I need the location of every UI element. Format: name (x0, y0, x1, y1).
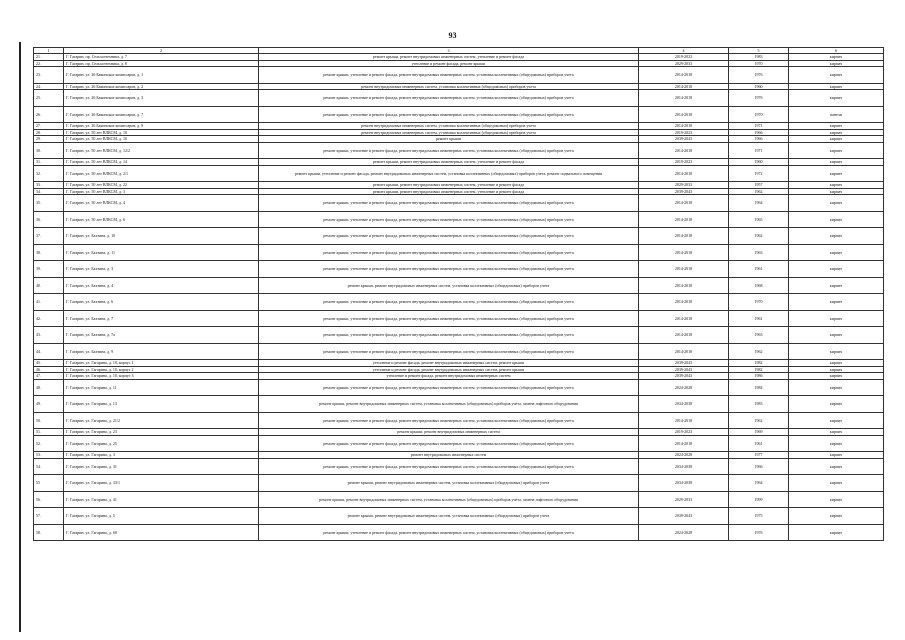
wall-material-cell: кирпич (789, 90, 884, 107)
wall-material-cell: кирпич (789, 211, 884, 228)
row-index: 33. (34, 182, 64, 189)
table-row (34, 435, 884, 452)
wall-material-cell: кирпич (789, 396, 884, 413)
year-built-cell: 1982 (729, 366, 789, 373)
wall-material-cell: кирпич (789, 475, 884, 492)
table-row (34, 412, 884, 429)
period-cell: 2019-2023 (639, 159, 729, 166)
table-row (34, 277, 884, 294)
year-built-cell: 1963 (729, 244, 789, 261)
year-built-cell: 1961 (729, 261, 789, 278)
column-number-4: 4 (639, 48, 729, 54)
year-built-cell: 1972 (729, 165, 789, 182)
year-built-cell: 1983 (729, 396, 789, 413)
year-built-cell: 1961 (729, 310, 789, 327)
address-cell: Г. Гагарин, ул. Гагарина, д. 3 (64, 452, 259, 459)
works-cell: ремонт крыши, ремонт внутридомовых инженерных систем, утепление и ремонт фасада (259, 159, 639, 166)
year-built-cell: 1962 (729, 412, 789, 429)
wall-material-cell: кирпич (789, 129, 884, 136)
works-cell: ремонт крыши, утепление и ремонт фасада, ремонт внутридомовых инженерных систем, установка коллективных (общедомовых) приборов учета, ремонт подвального помещения (259, 165, 639, 182)
period-cell: 2014-2018 (639, 83, 729, 90)
wall-material-cell: кирпич (789, 373, 884, 380)
row-index: 30. (34, 142, 64, 159)
wall-material-cell: кирпич (789, 67, 884, 84)
address-cell: Г. Гагарин, ул. Бахтина, д. 9 (64, 343, 259, 360)
row-index: 54. (34, 458, 64, 475)
period-cell: 2034-2038 (639, 458, 729, 475)
year-built-cell: 1976 (729, 67, 789, 84)
address-cell: Г. Гагарин, ул. 26 Бакинских комиссаров, д. 7 (64, 106, 259, 123)
period-cell: 2039-2043 (639, 366, 729, 373)
address-cell: Г. Гагарин, ул. Гагарина, д. 13 (64, 396, 259, 413)
wall-material-cell: кирпич (789, 60, 884, 67)
address-cell: Г. Гагарин, ул. 50 лет ВЛКСМ, д. 3 (64, 188, 259, 195)
year-built-cell: 1964 (729, 195, 789, 212)
period-cell: 2019-2023 (639, 54, 729, 61)
works-cell: ремонт крыши, утепление и ремонт фасада, ремонт внутридомовых инженерных систем, установка коллективных (общедомовых) приборов учета (259, 90, 639, 107)
row-index: 22. (34, 60, 64, 67)
works-cell: ремонт крыши, утепление и ремонт фасада, ремонт внутридомовых инженерных систем, установка коллективных (общедомовых) приборов учета (259, 195, 639, 212)
table-row (34, 211, 884, 228)
works-cell: ремонт крыши, утепление и ремонт фасада, ремонт внутридомовых инженерных систем, установка коллективных (общедомовых) приборов учета (259, 211, 639, 228)
wall-material-cell: кирпич (789, 343, 884, 360)
works-cell: ремонт крыши, утепление и ремонт фасада, ремонт внутридомовых инженерных систем, установка коллективных (общедомовых) приборов учета (259, 435, 639, 452)
works-cell: ремонт крыши, утепление и ремонт фасада, ремонт внутридомовых инженерных систем, установка коллективных (общедомовых) приборов учета (259, 310, 639, 327)
table-row (34, 524, 884, 541)
address-cell: Г. Гагарин, ул. 26 Бакинских комиссаров, д. 2 (64, 83, 259, 90)
year-built-cell: 1971 (729, 123, 789, 130)
year-built-cell: 1999 (729, 491, 789, 508)
works-cell: ремонт крыши, утепление и ремонт фасада, ремонт внутридомовых инженерных систем, установка коллективных (общедомовых) приборов учета (259, 343, 639, 360)
row-index: 55 (34, 475, 64, 492)
period-cell: 2029-2033 (639, 60, 729, 67)
works-cell: ремонт крыши, утепление и ремонт фасада, ремонт внутридомовых инженерных систем, установка коллективных (общедомовых) приборов учета (259, 524, 639, 541)
wall-material-cell: кирпич (789, 435, 884, 452)
row-index: 38. (34, 244, 64, 261)
table-row (34, 458, 884, 475)
table-row (34, 491, 884, 508)
works-cell: утепление и ремонт фасада, ремонт внутридомовых инженерных систем (259, 373, 639, 380)
table-row (34, 165, 884, 182)
period-cell: 2014-2018 (639, 294, 729, 311)
address-cell: Г. Гагарин, ул. Бахтина, д. 7а (64, 327, 259, 344)
works-cell: ремонт внутридомовых инженерных систем, установка коллективных (общедомовых) приборов учета (259, 123, 639, 130)
year-built-cell: 1966 (729, 458, 789, 475)
wall-material-cell: кирпич (789, 228, 884, 245)
address-cell: Г. Гагарин, ул. Бахтина, д. 4 (64, 277, 259, 294)
year-built-cell: 1960 (729, 83, 789, 90)
period-cell: 2029-2033 (639, 182, 729, 189)
table-row (34, 90, 884, 107)
year-built-cell: 1970 (729, 294, 789, 311)
works-cell: ремонт крыши, ремонт внутридомовых инженерных систем, установка коллективных (общедомовых) приборов учета, замена лифтового оборудования (259, 491, 639, 508)
period-cell: 2039-2043 (639, 136, 729, 143)
year-built-cell: 1982 (729, 360, 789, 367)
period-cell: 2039-2043 (639, 360, 729, 367)
address-cell: Г. Гагарин, ул. Бахтина, д. 6 (64, 294, 259, 311)
address-cell: Г. Гагарин, ул. Гагарина, д. 41 (64, 491, 259, 508)
address-cell: Г. Гагарин, ул. Гагарина, д. 31 (64, 458, 259, 475)
works-cell: ремонт крыши, ремонт внутридомовых инженерных систем (259, 429, 639, 436)
wall-material-cell: кирпич (789, 188, 884, 195)
address-cell: Г. Гагарин, пр. Сельхозтехника, д. 8 (64, 60, 259, 67)
works-cell: ремонт крыши, утепление и ремонт фасада, ремонт внутридомовых инженерных систем, установка коллективных (общедомовых) приборов учета (259, 106, 639, 123)
period-cell: 2014-2018 (639, 327, 729, 344)
table-row (34, 508, 884, 525)
works-cell: ремонт крыши, ремонт внутридомовых инженерных систем, установка коллективных (общедомовых) приборов учета (259, 475, 639, 492)
period-cell: 2014-2018 (639, 67, 729, 84)
table-row (34, 228, 884, 245)
row-index: 43. (34, 327, 64, 344)
row-index: 26. (34, 106, 64, 123)
works-cell: ремонт внутридомовых инженерных систем, установка коллективных (общедомовых) приборов учета (259, 129, 639, 136)
period-cell: 2014-2018 (639, 277, 729, 294)
year-built-cell: 1970 (729, 106, 789, 123)
row-index: 44. (34, 343, 64, 360)
period-cell: 2014-2018 (639, 106, 729, 123)
year-built-cell: 1962 (729, 343, 789, 360)
period-cell: 2014-2018 (639, 310, 729, 327)
row-index: 35. (34, 195, 64, 212)
table-row (34, 195, 884, 212)
works-cell: ремонт крыши, ремонт внутридомовых инженерных систем, утепление и ремонт фасада (259, 54, 639, 61)
column-number-6: 6 (789, 48, 884, 54)
wall-material-cell: кирпич (789, 136, 884, 143)
works-cell: ремонт крыши, ремонт внутридомовых инженерных систем, утепление и ремонт фасада (259, 188, 639, 195)
works-cell: ремонт крыши, ремонт внутридомовых инженерных систем, установка коллективных (общедомовых) приборов учета (259, 508, 639, 525)
period-cell: 2034-2038 (639, 396, 729, 413)
left-margin-line (19, 42, 21, 632)
period-cell: 2014-2018 (639, 211, 729, 228)
column-number-2: 2 (64, 48, 259, 54)
wall-material-cell: кирпич (789, 360, 884, 367)
row-index: 24. (34, 83, 64, 90)
wall-material-cell: кирпич (789, 123, 884, 130)
year-built-cell: 1969 (729, 429, 789, 436)
wall-material-cell: кирпич (789, 508, 884, 525)
address-cell: Г. Гагарин, ул. Гагарина, д. 5 (64, 508, 259, 525)
works-cell: ремонт крыши, утепление и ремонт фасада, ремонт внутридомовых инженерных систем, установка коллективных (общедомовых) приборов учета (259, 142, 639, 159)
address-cell: Г. Гагарин, ул. Гагарина, д. 21/2 (64, 412, 259, 429)
row-index: 29. (34, 136, 64, 143)
period-cell: 2014-2018 (639, 435, 729, 452)
period-cell: 2014-2018 (639, 261, 729, 278)
table-row (34, 343, 884, 360)
row-index: 48. (34, 379, 64, 396)
wall-material-cell: панели (789, 106, 884, 123)
period-cell: 2034-2038 (639, 475, 729, 492)
works-cell: ремонт крыши, утепление и ремонт фасада, ремонт внутридомовых инженерных систем, установка коллективных (общедомовых) приборов учета (259, 379, 639, 396)
year-built-cell: 1984 (729, 379, 789, 396)
year-built-cell: 1961 (729, 435, 789, 452)
row-index: 42. (34, 310, 64, 327)
wall-material-cell: кирпич (789, 244, 884, 261)
row-index: 58. (34, 524, 64, 541)
row-index: 32. (34, 165, 64, 182)
year-built-cell: 1983 (729, 54, 789, 61)
wall-material-cell: кирпич (789, 458, 884, 475)
period-cell: 2014-2018 (639, 228, 729, 245)
works-cell: ремонт крыши (259, 136, 639, 143)
works-cell: ремонт крыши, утепление и ремонт фасада, ремонт внутридомовых инженерных систем, установка коллективных (общедомовых) приборов учета (259, 244, 639, 261)
row-index: 57. (34, 508, 64, 525)
works-cell: ремонт крыши, утепление и ремонт фасада, ремонт внутридомовых инженерных систем, установка коллективных (общедомовых) приборов учета (259, 327, 639, 344)
row-index: 34. (34, 188, 64, 195)
wall-material-cell: кирпич (789, 294, 884, 311)
row-index: 41. (34, 294, 64, 311)
table-row (34, 475, 884, 492)
year-built-cell: 1986 (729, 373, 789, 380)
row-index: 46. (34, 366, 64, 373)
row-index: 28. (34, 129, 64, 136)
year-built-cell: 1966 (729, 136, 789, 143)
row-index: 45. (34, 360, 64, 367)
wall-material-cell: кирпич (789, 412, 884, 429)
row-index: 25. (34, 90, 64, 107)
address-cell: Г. Гагарин, ул. 50 лет ВЛКСМ, д. 2/1 (64, 165, 259, 182)
works-cell: утепление и ремонт фасада, ремонт крыши (259, 60, 639, 67)
table-row (34, 327, 884, 344)
row-index: 50. (34, 412, 64, 429)
address-cell: Г. Гагарин, ул. 26 Бакинских комиссаров, д. 3 (64, 90, 259, 107)
wall-material-cell: кирпич (789, 524, 884, 541)
works-cell: ремонт внутридомовых инженерных систем (259, 452, 639, 459)
column-number-1: 1 (34, 48, 64, 54)
address-cell: Г. Гагарин, ул. 26 Бакинских комиссаров, д. 9 (64, 123, 259, 130)
address-cell: Г. Гагарин, ул. Гагарина, д. 10, корпус 1 (64, 360, 259, 367)
table-row (34, 106, 884, 123)
wall-material-cell: кирпич (789, 310, 884, 327)
year-built-cell: 1968 (729, 277, 789, 294)
period-cell: 2039-2043 (639, 373, 729, 380)
period-cell: 2024-2028 (639, 379, 729, 396)
row-index: 23. (34, 67, 64, 84)
address-cell: Г. Гагарин, ул. 50 лет ВЛКСМ, д. 6 (64, 211, 259, 228)
address-cell: Г. Гагарин, ул. Бахтина, д. 7 (64, 310, 259, 327)
wall-material-cell: кирпич (789, 165, 884, 182)
page-number: 93 (448, 31, 457, 40)
table-row (34, 261, 884, 278)
table-row (34, 310, 884, 327)
works-cell: ремонт крыши, утепление и ремонт фасада, ремонт внутридомовых инженерных систем, установка коллективных (общедомовых) приборов учета (259, 228, 639, 245)
period-cell: 2014-2018 (639, 343, 729, 360)
wall-material-cell: кирпич (789, 182, 884, 189)
period-cell: 2024-2028 (639, 452, 729, 459)
wall-material-cell: кирпич (789, 452, 884, 459)
wall-material-cell: кирпич (789, 159, 884, 166)
column-number-3: 3 (259, 48, 639, 54)
address-cell: Г. Гагарин, ул. 50 лет ВЛКСМ, д. 10 (64, 129, 259, 136)
wall-material-cell: кирпич (789, 195, 884, 212)
row-index: 52. (34, 435, 64, 452)
period-cell: 2014-2018 (639, 412, 729, 429)
year-built-cell: 1976 (729, 524, 789, 541)
table-row (34, 294, 884, 311)
year-built-cell: 1964 (729, 475, 789, 492)
row-index: 53. (34, 452, 64, 459)
row-index: 27. (34, 123, 64, 130)
address-cell: Г. Гагарин, пр. Сельхозтехника, д. 7 (64, 54, 259, 61)
address-cell: Г. Гагарин, ул. 50 лет ВЛКСМ, д. 10 (64, 136, 259, 143)
address-cell: Г. Гагарин, ул. 26 Бакинских комиссаров, д. 1 (64, 67, 259, 84)
wall-material-cell: кирпич (789, 83, 884, 90)
works-cell: ремонт внутридомовых инженерных систем, установка коллективных (общедомовых) приборов учета (259, 83, 639, 90)
address-cell: Г. Гагарин, ул. Гагарина, д. 10, корпус 2 (64, 366, 259, 373)
address-cell: Г. Гагарин, ул. Гагарина, д. 33/1 (64, 475, 259, 492)
row-index: 49. (34, 396, 64, 413)
row-index: 36. (34, 211, 64, 228)
row-index: 56. (34, 491, 64, 508)
works-cell: ремонт крыши, ремонт внутридомовых инженерных систем, установка коллективных (общедомовых) приборов учета (259, 277, 639, 294)
period-cell: 2029-2033 (639, 491, 729, 508)
period-cell: 2014-2018 (639, 195, 729, 212)
row-index: 21. (34, 54, 64, 61)
period-cell: 2039-2043 (639, 188, 729, 195)
address-cell: Г. Гагарин, ул. 50 лет ВЛКСМ, д. 22 (64, 182, 259, 189)
works-cell: утепление и ремонт фасада, ремонт внутридомовых инженерных систем, ремонт крыши (259, 366, 639, 373)
wall-material-cell: кирпич (789, 142, 884, 159)
period-cell: 2014-2018 (639, 165, 729, 182)
address-cell: Г. Гагарин, ул. 50 лет ВЛКСМ, д. 4 (64, 195, 259, 212)
row-index: 39. (34, 261, 64, 278)
works-cell: ремонт крыши, утепление и ремонт фасада, ремонт внутридомовых инженерных систем, установка коллективных (общедомовых) приборов учета (259, 294, 639, 311)
year-built-cell: 1977 (729, 452, 789, 459)
wall-material-cell: кирпич (789, 327, 884, 344)
period-cell: 2024-2028 (639, 524, 729, 541)
row-index: 31. (34, 159, 64, 166)
period-cell: 2039-2043 (639, 508, 729, 525)
period-cell: 2014-2018 (639, 142, 729, 159)
period-cell: 2014-2018 (639, 244, 729, 261)
address-cell: Г. Гагарин, ул. 50 лет ВЛКСМ, д. 12/2 (64, 142, 259, 159)
year-built-cell: 1975 (729, 508, 789, 525)
wall-material-cell: кирпич (789, 429, 884, 436)
works-cell: ремонт крыши, ремонт внутридомовых инженерных систем, утепление и ремонт фасада (259, 182, 639, 189)
address-cell: Г. Гагарин, ул. Бахтина, д. 3 (64, 261, 259, 278)
housing-register-table (33, 47, 884, 541)
column-number-5: 5 (729, 48, 789, 54)
wall-material-cell: кирпич (789, 366, 884, 373)
period-cell: 2019-2023 (639, 429, 729, 436)
year-built-cell: 1962 (729, 228, 789, 245)
row-index: 37. (34, 228, 64, 245)
address-cell: Г. Гагарин, ул. Гагарина, д. 10, корпус 3 (64, 373, 259, 380)
address-cell: Г. Гагарин, ул. Гагарина, д. 60 (64, 524, 259, 541)
address-cell: Г. Гагарин, ул. Гагарина, д. 11 (64, 379, 259, 396)
address-cell: Г. Гагарин, ул. Бахтина, д. 11 (64, 244, 259, 261)
address-cell: Г. Гагарин, ул. Гагарина, д. 25 (64, 435, 259, 452)
wall-material-cell: кирпич (789, 277, 884, 294)
address-cell: Г. Гагарин, ул. 50 лет ВЛКСМ, д. 14 (64, 159, 259, 166)
row-index: 40. (34, 277, 64, 294)
table-row (34, 396, 884, 413)
table-row (34, 67, 884, 84)
wall-material-cell: кирпич (789, 54, 884, 61)
works-cell: ремонт крыши, утепление и ремонт фасада, ремонт внутридомовых инженерных систем, установка коллективных (общедомовых) приборов учета (259, 458, 639, 475)
address-cell: Г. Гагарин, ул. Бахтина, д. 10 (64, 228, 259, 245)
year-built-cell: 1957 (729, 182, 789, 189)
table-row (34, 379, 884, 396)
year-built-cell: 1966 (729, 129, 789, 136)
period-cell: 2014-2018 (639, 90, 729, 107)
year-built-cell: 1963 (729, 327, 789, 344)
table-row (34, 244, 884, 261)
period-cell: 2014-2018 (639, 123, 729, 130)
row-index: 47. (34, 373, 64, 380)
table-row (34, 142, 884, 159)
works-cell: утепление и ремонт фасада, ремонт внутридомовых инженерных систем, ремонт крыши (259, 360, 639, 367)
works-cell: ремонт крыши, ремонт внутридомовых инженерных систем, установка коллективных (общедомовых) приборов учета, замена лифтового оборудования (259, 396, 639, 413)
year-built-cell: 1976 (729, 90, 789, 107)
works-cell: ремонт крыши, утепление и ремонт фасада, ремонт внутридомовых инженерных систем, установка коллективных (общедомовых) приборов учета (259, 261, 639, 278)
period-cell: 2019-2023 (639, 129, 729, 136)
works-cell: ремонт крыши, утепление и ремонт фасада, ремонт внутридомовых инженерных систем, установка коллективных (общедомовых) приборов учета (259, 67, 639, 84)
year-built-cell: 1965 (729, 211, 789, 228)
year-built-cell: 1970 (729, 60, 789, 67)
address-cell: Г. Гагарин, ул. Гагарина, д. 23 (64, 429, 259, 436)
year-built-cell: 1960 (729, 159, 789, 166)
wall-material-cell: кирпич (789, 261, 884, 278)
row-index: 51. (34, 429, 64, 436)
year-built-cell: 1962 (729, 188, 789, 195)
year-built-cell: 1971 (729, 142, 789, 159)
wall-material-cell: кирпич (789, 491, 884, 508)
wall-material-cell: кирпич (789, 379, 884, 396)
works-cell: ремонт крыши, утепление и ремонт фасада, ремонт внутридомовых инженерных систем, установка коллективных (общедомовых) приборов учета (259, 412, 639, 429)
